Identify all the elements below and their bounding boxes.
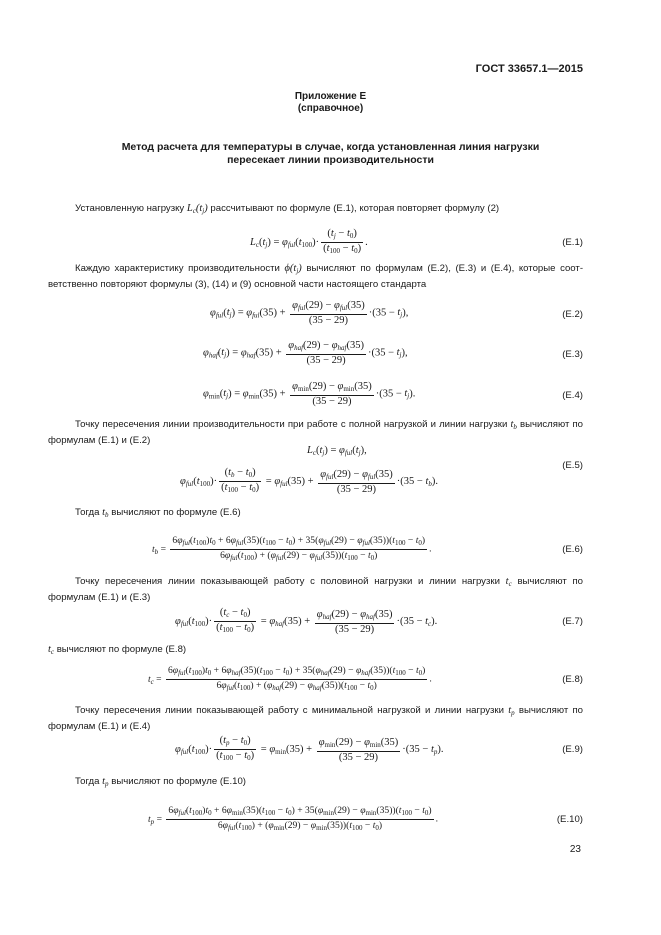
equation-e4: $\varphi_{min}(t_j) = \varphi_{min}(35)$ + $\varphi_{min}(29) - \varphi_{min}(35)$ (35 − 29) $\cdot(35 - t_j)$.	[203, 381, 416, 407]
eq-number-e10: (Е.10)	[556, 814, 583, 825]
eq-number-e4: (Е.4)	[562, 390, 583, 401]
eq-number-e5: (Е.5)	[562, 460, 583, 471]
appendix-title: Приложение Е	[294, 91, 367, 102]
paragraph-8: Тогда $t_p$ вычисляют по формуле (Е.10)	[75, 776, 246, 788]
eq-number-e6: (Е.6)	[562, 544, 583, 555]
paragraph-6: $t_c$ вычисляют по формуле (Е.8)	[48, 644, 187, 656]
standard-header: ГОСТ 33657.1—2015	[475, 63, 583, 75]
appendix-subtitle: (справочное)	[297, 103, 364, 114]
eq-number-e9: (Е.9)	[562, 744, 583, 755]
eq-number-e8: (Е.8)	[562, 674, 583, 685]
eq-number-e7: (Е.7)	[562, 616, 583, 627]
page-number: 23	[569, 844, 581, 855]
equation-e5-line2: $\varphi_{ful}(t_{100})\cdot$ $\frac{(t_b - t_0)}{(t_{100} - t_0)}$ = $\varphi_{ful}(35)$ + $\varphi_{ful}(29) - \varphi_{ful}(35)$ (35 − 29) $\cdot(35 - t_b)$.	[180, 467, 438, 495]
eq-number-e3: (Е.3)	[562, 349, 583, 360]
paragraph-3: Точку пересечения линии производительности при работе с полной нагрузкой и линии нагрузки $t_b$ вычисляют по формулам (Е.1) и (Е.2)	[48, 419, 584, 446]
equation-e10: $t_p$ = $6\varphi_{ful}(t_{100})t_0 + 6\varphi_{min}(35)(t_{100} - t_0) + 35(\varphi_{min}(29) - \varphi_{min}(35))(t_{100} - t_0)$ $6\varphi_{ful}(t_{100}) + (\varphi_{min}(29) - \varphi_{min}(35))(t_{100} - t_0)$ .	[148, 805, 438, 832]
paragraph-7: Точку пересечения линии показывающей работу с минимальной нагрузкой и линии нагрузки $t_p$ вычисляют по формулам (Е.1) и (Е.4)	[48, 705, 583, 732]
equation-e9: $\varphi_{ful}(t_{100})\cdot$ $\frac{(t_p - t_0)}{(t_{100} - t_0)}$ = $\varphi_{min}(35)$ + $\varphi_{min}(29) - \varphi_{min}(35)$ (35 − 29) $\cdot(35 - t_p)$.	[175, 735, 444, 763]
section-title-line1: Метод расчета для температуры в случае, когда установленная линия нагрузки	[121, 141, 540, 153]
paragraph-2: Каждую характеристику производительности $\phi(t_j)$ вычисляют по формулам (Е.2), (Е.3) и (Е.4), которые соот-ветственно повторяют формулы (3), (14) и (9) основной части настоящего стандарта	[48, 263, 584, 290]
paragraph-5: Точку пересечения линии показывающей работу с половиной нагрузки и линии нагрузки $t_c$ вычисляют по формулам (Е.1) и (Е.3)	[48, 576, 584, 603]
equation-e2: $\varphi_{ful}(t_j) = \varphi_{ful}(35)$ + $\varphi_{ful}(29) - \varphi_{ful}(35)$ (35 − 29) $\cdot(35 - t_j)$,	[210, 300, 409, 326]
equation-e6: $t_b$ = $6\varphi_{ful}(t_{100})t_0 + 6\varphi_{ful}(35)(t_{100} - t_0) + 35(\varphi_{ful}(29) - \varphi_{ful}(35))(t_{100} - t_0)$ $6\varphi_{ful}(t_{100}) + (\varphi_{ful}(29) - \varphi_{ful}(35))(t_{100} - t_0)$ .	[152, 535, 432, 562]
paragraph-4: Тогда $t_b$ вычисляют по формуле (Е.6)	[75, 507, 241, 519]
section-title-line2: пересекает линии производительности	[227, 154, 434, 166]
equation-e5-line1: $L_c(t_j) = \varphi_{ful}(t_j)$,	[307, 445, 367, 457]
equation-e8: $t_c$ = $6\varphi_{ful}(t_{100})t_0 + 6\varphi_{haf}(35)(t_{100} - t_0) + 35(\varphi_{haf}(29) - \varphi_{haf}(35))(t_{100} - t_0)$ $6\varphi_{ful}(t_{100}) + (\varphi_{haf}(29) - \varphi_{haf}(35))(t_{100} - t_0)$ .	[148, 665, 432, 692]
equation-e3: $\varphi_{haf}(t_j) = \varphi_{haf}(35)$ + $\varphi_{haf}(29) - \varphi_{haf}(35)$ (35 − 29) $\cdot(35 - t_j)$,	[203, 340, 408, 366]
eq-number-e2: (Е.2)	[562, 309, 583, 320]
eq-number-e1: (Е.1)	[562, 237, 583, 248]
equation-e1: $L_c(t_j) = \varphi_{ful}(t_{100})\cdot$ $\frac{(t_j - t_0)}{(t_{100} - t_0)}$ .	[250, 228, 368, 255]
paragraph-1: Установленную нагрузку $L_c(t_j)$ рассчитывают по формуле (Е.1), которая повторяет формулу (2)	[75, 203, 500, 215]
equation-e7: $\varphi_{ful}(t_{100})\cdot$ $\frac{(t_c - t_0)}{(t_{100} - t_0)}$ = $\varphi_{haf}(35)$ + $\varphi_{haf}(29) - \varphi_{haf}(35)$ (35 − 29) $\cdot(35 - t_c)$.	[175, 607, 438, 635]
